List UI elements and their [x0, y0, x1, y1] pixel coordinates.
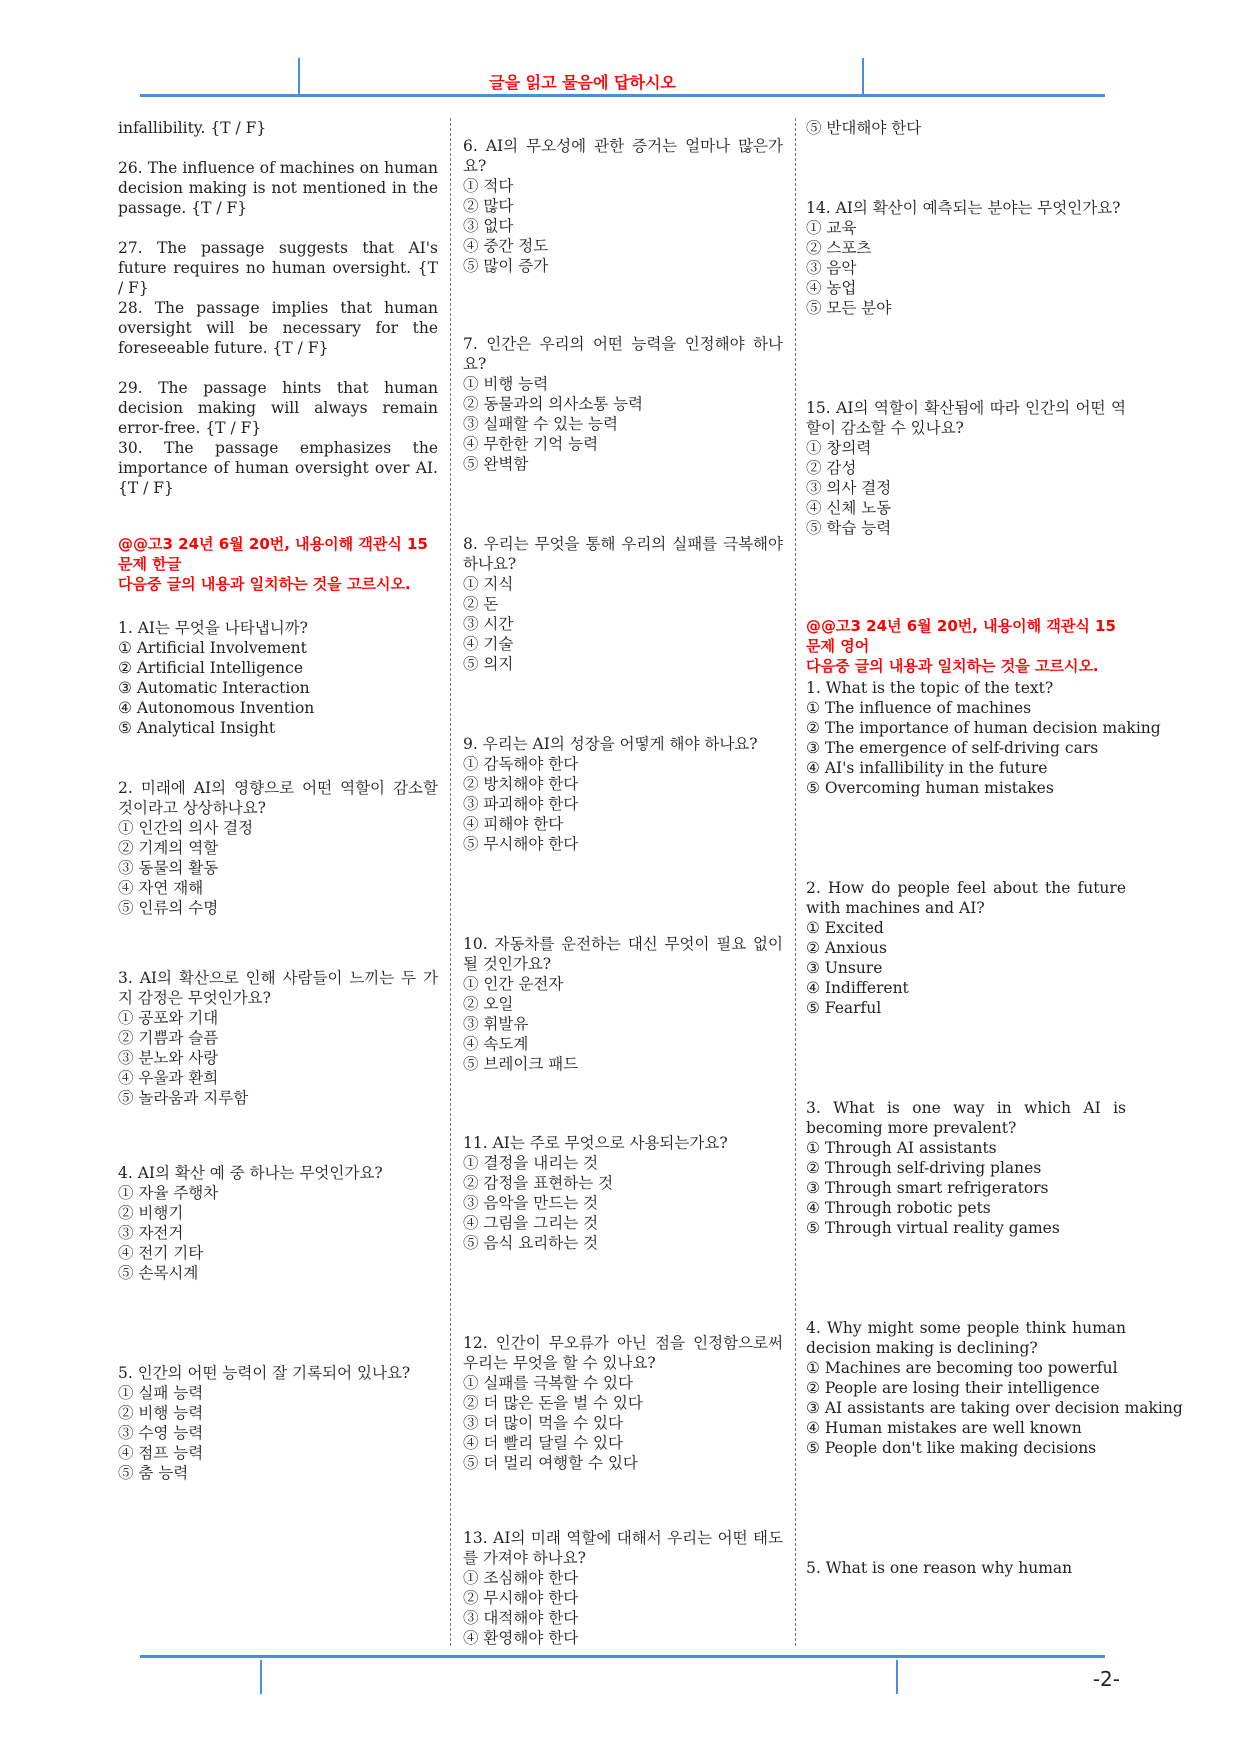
answer-option: ④ 그림을 그리는 것 [463, 1214, 599, 1232]
question-block [118, 238, 443, 298]
answer-option: ① 교육 [806, 219, 857, 237]
answer-option: ⑤ 더 멀리 여행할 수 있다 [463, 1454, 638, 1472]
page-title: 글을 읽고 물음에 답하시오 [489, 73, 676, 92]
answer-option: ③ AI assistants are taking over decision making [806, 1399, 1183, 1417]
answer-option: ⑤ 무시해야 한다 [463, 835, 579, 853]
answer-option: ② Through self-driving planes [806, 1159, 1042, 1177]
question-text: 5. 인간의 어떤 능력이 잘 기록되어 있나요? [118, 1364, 411, 1382]
answer-option: ① 감독해야 한다 [463, 755, 579, 773]
answer-option: ⑤ 의지 [463, 655, 514, 673]
answer-option: ④ Indifferent [806, 979, 909, 997]
answer-option: ① Excited [806, 919, 884, 937]
section-heading: @@고3 24년 6월 20번, 내용이해 객관식 15문제 한글 다음중 글의 내용과 일치하는 것을 고르시오. [118, 535, 428, 593]
question-block [118, 378, 443, 438]
answer-option: ② 감성 [806, 459, 857, 477]
answer-option: ③ 더 많이 먹을 수 있다 [463, 1414, 623, 1432]
question-block [806, 198, 1126, 318]
answer-option: ⑤ Overcoming human mistakes [806, 779, 1054, 797]
answer-option: ⑤ 춤 능력 [118, 1464, 189, 1482]
question-block [806, 1318, 1183, 1458]
answer-option: ① 적다 [463, 177, 514, 195]
question-text: 26. The influence of machines on human decision making is not mentioned in the passage. {T / F} [118, 159, 443, 217]
answer-option: ③ 파괴해야 한다 [463, 795, 579, 813]
answer-option: ④ Autonomous Invention [118, 699, 315, 717]
answer-option: ⑤ 음식 요리하는 것 [463, 1234, 599, 1252]
page-number: -2- [1092, 1667, 1120, 1691]
question-block [118, 1363, 438, 1483]
answer-option: ③ 없다 [463, 217, 514, 235]
answer-option: ④ 속도계 [463, 1035, 529, 1053]
answer-option: ③ 자전거 [118, 1224, 184, 1242]
answer-option: ⑤ 반대해야 한다 [806, 119, 922, 137]
answer-option: ② 많다 [463, 197, 514, 215]
answer-option: ③ 휘발유 [463, 1015, 529, 1033]
question-text: 2. 미래에 AI의 영향으로 어떤 역할이 감소할 것이라고 상상하나요? [118, 779, 443, 817]
question-text: infallibility. {T / F} [118, 119, 267, 137]
question-text: 29. The passage hints that human decision making will always remain error-free. {T / F} [118, 379, 443, 437]
question-block [463, 1333, 788, 1473]
question-text: 1. AI는 무엇을 나타냅니까? [118, 619, 308, 637]
answer-option: ⑤ People don't like making decisions [806, 1439, 1097, 1457]
answer-option: ② 방치해야 한다 [463, 775, 579, 793]
question-text: 3. AI의 확산으로 인해 사람들이 느끼는 두 가지 감정은 무엇인가요? [118, 969, 438, 1007]
answer-option: ③ Through smart refrigerators [806, 1179, 1049, 1197]
answer-option: ③ 분노와 사랑 [118, 1049, 219, 1067]
answer-option: ① 창의력 [806, 439, 872, 457]
answer-option: ④ Through robotic pets [806, 1199, 991, 1217]
column-divider-2 [795, 118, 796, 1646]
question-block [118, 438, 443, 498]
answer-option: ④ 신체 노동 [806, 499, 892, 517]
answer-option: ④ 자연 재해 [118, 879, 204, 897]
footer-tick-right [896, 1660, 898, 1694]
answer-option: ⑤ 브레이크 패드 [463, 1055, 579, 1073]
question-block [118, 618, 438, 738]
answer-option: ⑤ 많이 증가 [463, 257, 549, 275]
answer-option: ③ 실패할 수 있는 능력 [463, 415, 618, 433]
answer-option: ④ 무한한 기억 능력 [463, 435, 599, 453]
answer-option: ⑤ 학습 능력 [806, 519, 892, 537]
answer-option: ① 인간 운전자 [463, 975, 564, 993]
answer-option: ② 동물과의 의사소통 능력 [463, 395, 644, 413]
answer-option: ② People are losing their intelligence [806, 1379, 1100, 1397]
question-block [463, 1528, 783, 1648]
question-block [118, 968, 438, 1108]
answer-option: ② 스포츠 [806, 239, 872, 257]
answer-option: ④ 점프 능력 [118, 1444, 204, 1462]
question-text: 3. What is one way in which AI is becoming more prevalent? [806, 1099, 1131, 1137]
question-block [806, 398, 1126, 538]
answer-option: ① 조심해야 한다 [463, 1569, 579, 1587]
answer-option: ④ Human mistakes are well known [806, 1419, 1082, 1437]
answer-option: ③ Unsure [806, 959, 883, 977]
question-text: 5. What is one reason why human [806, 1559, 1073, 1577]
answer-option: ③ Automatic Interaction [118, 679, 310, 697]
answer-option: ① Machines are becoming too powerful [806, 1359, 1118, 1377]
column-divider-1 [450, 118, 451, 1646]
question-block [806, 616, 1126, 676]
answer-option: ⑤ 모든 분야 [806, 299, 892, 317]
question-text: 8. 우리는 무엇을 통해 우리의 실패를 극복해야 하나요? [463, 535, 788, 573]
answer-option: ③ 동물의 활동 [118, 859, 219, 877]
answer-option: ⑤ 놀라움과 지루함 [118, 1089, 249, 1107]
answer-option: ① 실패를 극복할 수 있다 [463, 1374, 633, 1392]
question-block [118, 118, 438, 138]
footer-rule [140, 1655, 1105, 1658]
question-text: 15. AI의 역할이 확산됨에 따라 인간의 어떤 역할이 감소할 수 있나요? [806, 399, 1126, 437]
question-text: 11. AI는 주로 무엇으로 사용되는가요? [463, 1134, 728, 1152]
question-text: 12. 인간이 무오류가 아닌 점을 인정함으로써 우리는 무엇을 할 수 있나요? [463, 1334, 788, 1372]
answer-option: ② 무시해야 한다 [463, 1589, 579, 1607]
question-text: 13. AI의 미래 역할에 대해서 우리는 어떤 태도를 가져야 하나요? [463, 1529, 783, 1567]
question-block [806, 1098, 1131, 1238]
answer-option: ① 인간의 의사 결정 [118, 819, 254, 837]
answer-option: ④ 환영해야 한다 [463, 1629, 579, 1647]
answer-option: ⑤ 완벽함 [463, 455, 529, 473]
question-text: 4. AI의 확산 예 중 하나는 무엇인가요? [118, 1164, 383, 1182]
answer-option: ② The importance of human decision making [806, 719, 1161, 737]
question-text: 4. Why might some people think human decision making is declining? [806, 1319, 1131, 1357]
answer-option: ② 오일 [463, 995, 514, 1013]
answer-option: ③ 음악 [806, 259, 857, 277]
question-text: 27. The passage suggests that AI's future requires no human oversight. {T / F} [118, 239, 443, 297]
question-block [118, 298, 443, 358]
answer-option: ② 감정을 표현하는 것 [463, 1174, 614, 1192]
answer-option: ② Anxious [806, 939, 887, 957]
answer-option: ① 실패 능력 [118, 1384, 204, 1402]
question-block [806, 878, 1131, 1018]
footer-tick-left [260, 1660, 262, 1694]
answer-option: ④ 전기 기타 [118, 1244, 204, 1262]
answer-option: ① 결정을 내리는 것 [463, 1154, 599, 1172]
answer-option: ① 지식 [463, 575, 514, 593]
answer-option: ④ 더 빨리 달릴 수 있다 [463, 1434, 623, 1452]
question-text: 30. The passage emphasizes the importance of human oversight over AI. {T / F} [118, 439, 443, 497]
answer-option: ④ 기술 [463, 635, 514, 653]
question-text: 9. 우리는 AI의 성장을 어떻게 해야 하나요? [463, 735, 758, 753]
question-block [118, 534, 438, 594]
answer-option: ④ 피해야 한다 [463, 815, 564, 833]
answer-option: ② 기쁨과 슬픔 [118, 1029, 219, 1047]
question-text: 14. AI의 확산이 예측되는 분야는 무엇인가요? [806, 199, 1121, 217]
answer-option: ② 더 많은 돈을 벌 수 있다 [463, 1394, 643, 1412]
answer-option: ⑤ Analytical Insight [118, 719, 276, 737]
question-text: 6. AI의 무오성에 관한 증거는 얼마나 많은가요? [463, 137, 783, 175]
question-text: 28. The passage implies that human oversight will be necessary for the foreseeable future. {T / F} [118, 299, 443, 357]
question-block [118, 158, 443, 218]
question-block [463, 1133, 783, 1253]
answer-option: ③ 음악을 만드는 것 [463, 1194, 599, 1212]
answer-option: ① 공포와 기대 [118, 1009, 219, 1027]
answer-option: ④ 농업 [806, 279, 857, 297]
answer-option: ③ 의사 결정 [806, 479, 892, 497]
answer-option: ⑤ Fearful [806, 999, 882, 1017]
answer-option: ① Through AI assistants [806, 1139, 997, 1157]
question-block [463, 534, 788, 674]
answer-option: ② Artificial Intelligence [118, 659, 304, 677]
question-block [463, 734, 783, 854]
question-block [463, 136, 783, 276]
question-block [118, 1163, 438, 1283]
answer-option: ② 비행기 [118, 1204, 184, 1222]
question-block [806, 118, 1126, 138]
answer-option: ② 비행 능력 [118, 1404, 204, 1422]
answer-option: ② 기계의 역할 [118, 839, 219, 857]
answer-option: ③ The emergence of self-driving cars [806, 739, 1099, 757]
question-block [463, 334, 783, 474]
answer-option: ③ 대적해야 한다 [463, 1609, 579, 1627]
answer-option: ① 비행 능력 [463, 375, 549, 393]
answer-option: ② 돈 [463, 595, 499, 613]
question-block [463, 934, 788, 1074]
header-rule [140, 94, 1105, 97]
answer-option: ⑤ Through virtual reality games [806, 1219, 1060, 1237]
question-text: 2. How do people feel about the future with machines and AI? [806, 879, 1131, 917]
answer-option: ④ 우울과 환희 [118, 1069, 219, 1087]
answer-option: ③ 수영 능력 [118, 1424, 204, 1442]
question-block [118, 778, 443, 918]
answer-option: ④ AI's infallibility in the future [806, 759, 1048, 777]
answer-option: ⑤ 인류의 수명 [118, 899, 219, 917]
answer-option: ⑤ 손목시계 [118, 1264, 199, 1282]
question-text: 10. 자동차를 운전하는 대신 무엇이 필요 없이 될 것인가요? [463, 935, 788, 973]
answer-option: ① 자율 주행차 [118, 1184, 219, 1202]
section-heading: @@고3 24년 6월 20번, 내용이해 객관식 15문제 영어 다음중 글의 내용과 일치하는 것을 고르시오. [806, 617, 1116, 675]
question-text: 7. 인간은 우리의 어떤 능력을 인정해야 하나요? [463, 335, 783, 373]
question-block [806, 678, 1161, 798]
question-text: 1. What is the topic of the text? [806, 679, 1054, 697]
answer-option: ① Artificial Involvement [118, 639, 307, 657]
answer-option: ④ 중간 정도 [463, 237, 549, 255]
answer-option: ① The influence of machines [806, 699, 1032, 717]
question-block [806, 1558, 1126, 1578]
answer-option: ③ 시간 [463, 615, 514, 633]
